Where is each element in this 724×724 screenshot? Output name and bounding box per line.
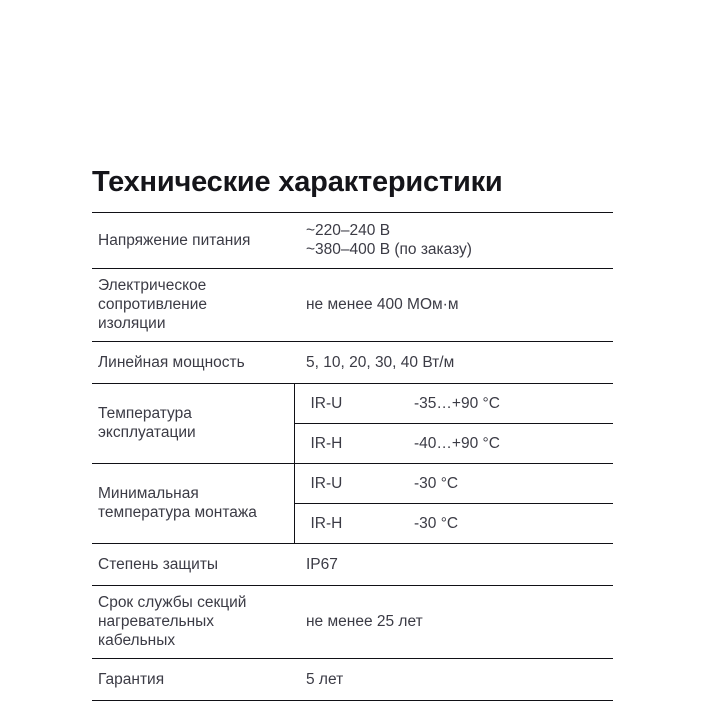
variant-label — [294, 464, 402, 504]
row-label-line2: изоляции — [98, 315, 166, 332]
row-value-line1: ~220–240 В — [306, 222, 391, 239]
row-label-line1: Степень защиты — [98, 555, 219, 573]
row-value-line1: 5 лет — [306, 670, 344, 688]
row-value-line1: -40…+90 °C — [414, 434, 500, 452]
row-value-cell — [402, 504, 613, 544]
row-label-cell — [92, 342, 294, 384]
row-value-cell — [402, 464, 613, 504]
row-value-line1: -30 °C — [414, 514, 459, 532]
variant-label — [294, 424, 402, 464]
variant-label — [294, 384, 402, 424]
table-row — [92, 384, 613, 424]
variant-label — [294, 504, 402, 544]
table-row — [92, 464, 613, 504]
row-label-cell — [92, 586, 294, 659]
row-label-line1: Гарантия — [98, 670, 165, 688]
row-label-line1: Электрическое сопротивление — [98, 277, 207, 313]
row-label-cell — [92, 464, 294, 544]
row-value-cell — [402, 424, 613, 464]
row-label-line1: Температура — [98, 405, 192, 422]
row-value-line1: IP67 — [306, 555, 338, 573]
row-label-line1: Минимальная — [98, 485, 199, 502]
row-value-cell — [294, 659, 613, 701]
row-label-cell — [92, 269, 294, 342]
row-label-line1: Линейная мощность — [98, 353, 245, 371]
variant-name: IR-U — [310, 394, 343, 412]
table-row — [92, 213, 613, 269]
variant-name: IR-U — [310, 474, 343, 492]
row-value-line2: ~380–400 В (по заказу) — [306, 241, 472, 258]
row-label-cell — [92, 384, 294, 464]
row-value-line1: -30 °C — [414, 474, 459, 492]
row-label-line2: эксплуатации — [98, 424, 196, 441]
row-label-line2: температура монтажа — [98, 504, 257, 521]
table-row — [92, 659, 613, 701]
row-value-cell — [294, 269, 613, 342]
row-value-line1: -35…+90 °C — [414, 394, 500, 412]
row-value-cell — [402, 384, 613, 424]
page-title: Технические характеристики — [92, 166, 503, 198]
row-value-cell — [294, 544, 613, 586]
row-label-line1: Срок службы секций — [98, 594, 247, 611]
row-value-line1: 5, 10, 20, 30, 40 Вт/м — [306, 353, 455, 371]
variant-name: IR-H — [310, 434, 343, 452]
variant-name: IR-H — [310, 514, 343, 532]
row-label-line1: Напряжение питания — [98, 231, 251, 249]
row-value-cell — [294, 213, 613, 269]
row-label-cell — [92, 544, 294, 586]
table-row — [92, 342, 613, 384]
row-value-cell — [294, 586, 613, 659]
specifications-table — [92, 212, 613, 701]
row-value-line1: не менее 25 лет — [306, 613, 423, 630]
row-value-cell — [294, 342, 613, 384]
table-row — [92, 586, 613, 659]
table-row — [92, 269, 613, 342]
row-label-cell — [92, 213, 294, 269]
row-value-line1: не менее 400 МОм·м — [306, 296, 459, 313]
row-label-line2: нагревательных кабельных — [98, 613, 215, 649]
row-label-cell — [92, 659, 294, 701]
table-row — [92, 544, 613, 586]
